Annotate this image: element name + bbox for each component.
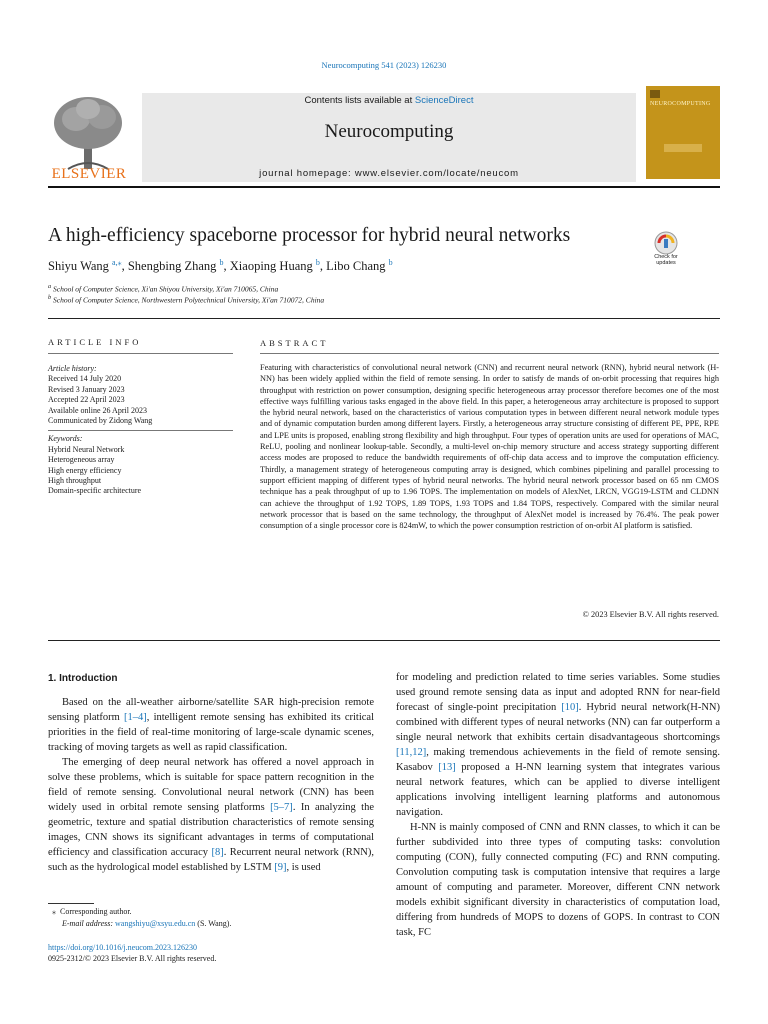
footnote-email: E-mail address: wangshiyu@xsyu.edu.cn (S. Wang).: [62, 919, 232, 928]
keyword: Hybrid Neural Network: [48, 444, 125, 454]
doi-link[interactable]: https://doi.org/10.1016/j.neucom.2023.126230: [48, 943, 197, 952]
article-title: A high-efficiency spaceborne processor for hybrid neural networks: [48, 225, 571, 246]
author-name: Xiaoping Huang: [229, 259, 313, 274]
info-top-divider: [48, 318, 720, 319]
author-name: Libo Chang: [326, 259, 386, 274]
body-paragraph: for modeling and prediction related to time series variables. Some studies used ground remote sensing data as input and adopted RNN for near-field forecast of single-point precipitation [10]. Hybrid neural network(H-NN) combined with different types of neural networks (NN) can far outperform a single neural network that exhibits certain disadvantageous shortcomings [11,12], making tremendous achievements in the field of remote sensing. Kasabov [13] proposed a H-NN learning system that integrates various neural network features, which can be applied to diverse intelligent applications involving intelligent learning platforms and autonomous navigation.: [396, 672, 720, 818]
check-for-updates-badge[interactable]: [647, 230, 685, 268]
citation-link[interactable]: [9]: [274, 862, 287, 873]
keyword: Heterogeneous array: [48, 455, 115, 465]
journal-homepage[interactable]: journal homepage: www.elsevier.com/locate/neucom: [259, 168, 519, 179]
article-info-heading: ARTICLE INFO: [48, 337, 142, 347]
sciencedirect-link[interactable]: ScienceDirect: [414, 95, 474, 106]
citation-link[interactable]: [11,12]: [396, 747, 427, 758]
history-label: Article history:: [48, 364, 97, 373]
article-info-rule: [48, 353, 233, 354]
publisher-wordmark: ELSEVIER: [51, 166, 127, 182]
keyword-list: [48, 445, 233, 497]
citation-link[interactable]: [5–7]: [270, 802, 293, 813]
abstract-heading: ABSTRACT: [260, 338, 329, 348]
history-entry: Available online 26 April 2023: [48, 405, 147, 415]
abstract-copyright: © 2023 Elsevier B.V. All rights reserved.: [582, 610, 719, 619]
journal-reference[interactable]: Neurocomputing 541 (2023) 126230: [321, 60, 447, 70]
author-list: Shiyu Wang $^{a,⁎}$, Shengbing Zhang $^b$, Xiaoping Huang $^b$, Libo Chang $^b$: [48, 258, 393, 274]
email-link[interactable]: wangshiyu@xsyu.edu.cn: [115, 919, 196, 928]
footnote-rule: [48, 903, 94, 904]
body-paragraph: H-NN is mainly composed of CNN and RNN classes, to which it can be further subdivided into three types of computing tasks: convolution computing (CON), fully connected computing (FC) and RNN computing. Convolution computing task is computation intensive that requires a large amount of computing and parameter. Moreover, different CNN network models exhibit significant diversity in characteristics of computation load, differing from hundreds of MOPS to dozens of GOPS. In contrast to CON task, FC: [396, 822, 720, 938]
author-sup[interactable]: a,⁎: [112, 258, 122, 267]
affiliation-b: $^b$ School of Computer Science, Northwestern Polytechnical University, Xi'an 710072, China: [48, 294, 325, 305]
check-updates-icon: [647, 230, 685, 256]
cover-label-icon: [664, 144, 702, 152]
journal-cover: [646, 86, 720, 179]
body-column-right: [396, 670, 720, 940]
citation-link[interactable]: [13]: [438, 762, 456, 773]
cover-title: NEUROCOMPUTING: [650, 101, 711, 107]
section-heading-introduction: 1. Introduction: [48, 673, 118, 684]
author-sup[interactable]: b: [219, 258, 224, 267]
author-name: Shiyu Wang: [48, 259, 109, 274]
citation-link[interactable]: [10]: [561, 702, 579, 713]
body-paragraph: Based on the all-weather airborne/satellite SAR high-precision remote sensing platform [1–4], intelligent remote sensing has exhibited its critical priorities in the field of real-time monitoring of large-scale dynamic scenes, tracking of moving targets as well as rapid classification.: [48, 697, 374, 753]
body-column-left: [48, 695, 374, 875]
citation-link[interactable]: [8]: [211, 847, 224, 858]
history-list: [48, 374, 233, 426]
history-entry: Revised 3 January 2023: [48, 384, 125, 394]
history-entry: Accepted 22 April 2023: [48, 395, 125, 405]
elsevier-logo: [48, 93, 130, 183]
article-info: [48, 364, 233, 497]
footnote-corresponding: ⁎ Corresponding author.: [52, 907, 132, 916]
cover-logo-icon: [650, 90, 660, 98]
contents-line: Contents lists available at ScienceDirect: [304, 95, 474, 106]
body-paragraph: The emerging of deep neural network has offered a novel approach in solve these problems, which is suitable for space pattern recognition in the field of remote sensing. Convolutional neural network (CNN) has been widely used in orbital remote sensing platforms [5–7]. In analyzing the geometric, texture and spatial distribution characteristics of remote sensing images, CNN shows its significant advantages in terms of computational efficiency and classification accuracy [8]. Recurrent neural network (RNN), such as the hydrological model established by LSTM [9], is used: [48, 757, 375, 873]
history-entry: Received 14 July 2020: [48, 374, 122, 384]
abstract-rule: [260, 353, 719, 354]
issn-line: 0925-2312/© 2023 Elsevier B.V. All rights reserved.: [48, 954, 217, 963]
check-updates-label: Check for updates: [654, 254, 678, 266]
keyword: Domain-specific architecture: [48, 486, 142, 496]
keywords-label: Keywords:: [48, 434, 83, 444]
keywords-rule: [48, 430, 233, 431]
abstract-text: Featuring with characteristics of convolutional neural network (CNN) and recurrent neural network (RNN), hybrid neural network (H-NN) has been widely applied within the field of remote sensing. In order to satisfy de mands of on-orbit processing that requires high throughput with restriction on power consumption, designing specific heterogeneous array processor therefore becomes one of the most effective ways fulfilling various tasks engaged in the above field. In this paper, a heterogeneous array architecture is proposed to support the hybrid neural network, based on the characteristics of various computation types in between different neural network module types and of dynamic computation burden among different layers. Firstly, a heterogeneous array structure consisting of different PE, PPE, RPE and LPE units is proposed, enabling strong flexibility and high throughput. Four types of operation units are used for operations of MAC, ReLU, pooling and nonlinear lookup-table. Secondly, a multi-level on-chip memory structure and access strategy supporting different access modes are proposed to reduce the bandwidth requirements of off-chip data access and to improve the computation efficiency. Thirdly, a management strategy of heterogeneous computing array is designed, which combines pipelining and parallel processing to support efficient mapping of different types of hybrid neural networks. The hybrid neural network processor based on 65 nm CMOS technique has a peak throughput of up to 1.96 TOPS. The implementation on models of AlexNet, LRCN, VGG19-LSTM and CLDNN can achieve the throughput of 1.92 TOPS, 1.89 TOPS, 1.93 TOPS and 1.84 TOPS, respectively. Compared with the similar neural network processor that is based on the same technology, the throughput of AlexNet model is increased by 76.4%. The peak power consumption of a single processor core is 824mW, to which the power consumption restriction of on-orbit AI platform is satisfied.: [260, 363, 719, 531]
affiliation-a: $^a$ School of Computer Science, Xi'an Shiyou University, Xi'an 710065, China: [48, 283, 279, 294]
keyword: High energy efficiency: [48, 465, 122, 475]
header-divider: [48, 186, 720, 188]
author-name: Shengbing Zhang: [127, 259, 217, 274]
keyword: High throughput: [48, 476, 102, 486]
journal-name: Neurocomputing: [324, 121, 454, 142]
author-sup[interactable]: b: [388, 258, 393, 267]
citation-link[interactable]: [1–4]: [124, 712, 147, 723]
history-entry: Communicated by Zidong Wang: [48, 416, 153, 426]
abstract-bottom-divider: [48, 640, 720, 641]
author-sup[interactable]: b: [315, 258, 320, 267]
